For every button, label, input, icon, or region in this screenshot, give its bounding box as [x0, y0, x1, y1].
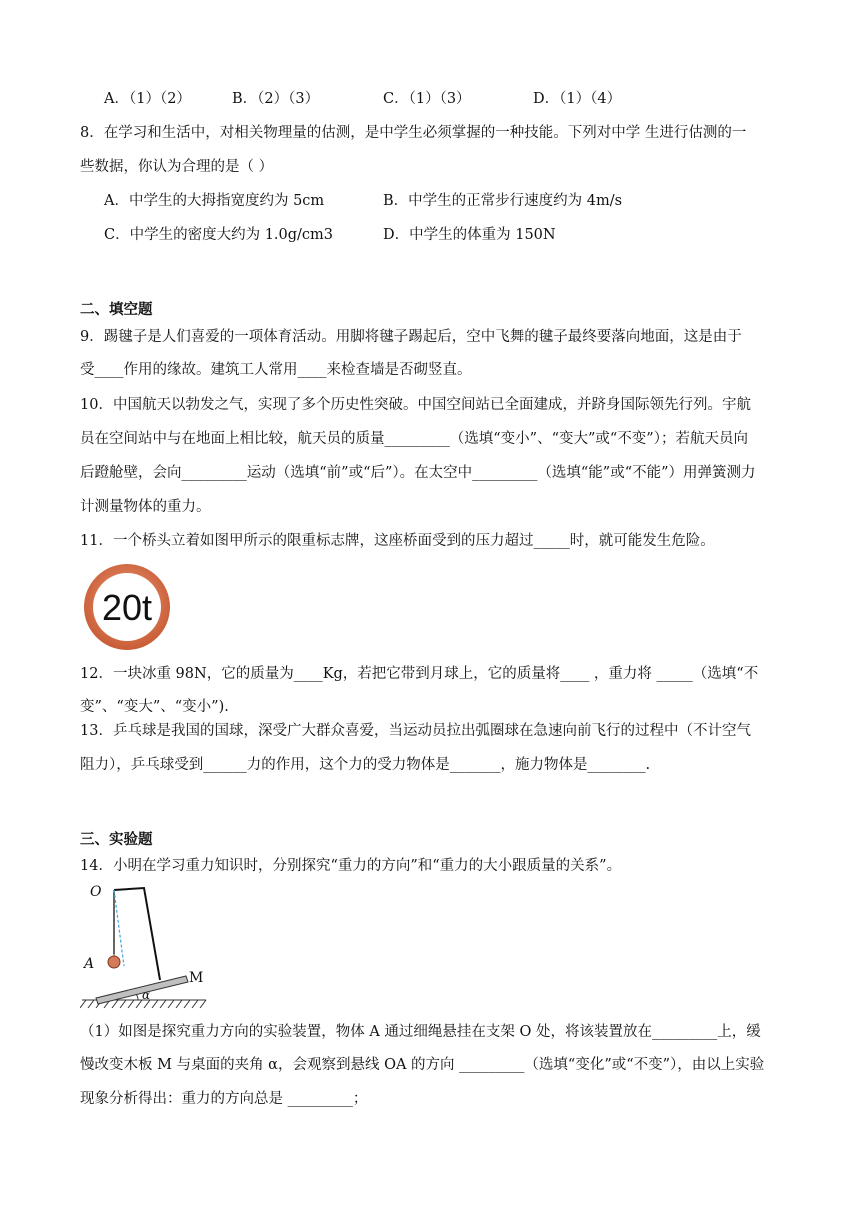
weight-limit-sign [82, 562, 172, 652]
q14-1-line2: 慢改变木板 M 与桌面的夹角 α，会观察到悬线 OA 的方向 _________（选填“变化”或“不变”），由以上实验 [80, 1057, 765, 1073]
q10-line2: 员在空间站中与在地面上相比较，航天员的质量_________（选填“变小”、“变大”或“不变”）；若航天员向 [80, 431, 748, 447]
gravity-direction-apparatus [80, 882, 210, 1010]
q8-stem-line1: 8．在学习和生活中，对相关物理量的估测，是中学生必须掌握的一种技能。下列对中学 生进行估测的一 [80, 125, 747, 141]
q14-stem: 14．小明在学习重力知识时，分别探究“重力的方向”和“重力的大小跟质量的关系”。 [80, 858, 622, 874]
q13-line2: 阻力），乒乓球受到______力的作用，这个力的受力物体是_______，施力物体是________. [80, 757, 651, 773]
dashed-reference-line [114, 890, 124, 966]
q8-option-a: A．中学生的大拇指宽度约为 5cm [104, 193, 325, 209]
q8-stem-line2: 些数据，你认为合理的是（ ） [80, 159, 274, 175]
label-m: M [189, 970, 204, 986]
q12-line1: 12．一块冰重 98N，它的质量为____Kg，若把它带到月球上，它的质量将____ ，重力将 _____（选填“不 [80, 666, 759, 682]
q7-option-a: A．（1）（2） [104, 91, 191, 107]
q10-line1: 10．中国航天以勃发之气，实现了多个历史性突破。中国空间站已全面建成，并跻身国际领先行列。宇航 [80, 397, 751, 413]
q14-1-line3: 现象分析得出：重力的方向总是 _________； [80, 1091, 368, 1107]
q8-option-b: B．中学生的正常步行速度约为 4m/s [383, 193, 623, 209]
q13-line1: 13．乒乓球是我国的国球，深受广大群众喜爱，当运动员拉出弧圈球在急速向前飞行的过程中（不计空气 [80, 723, 751, 739]
label-alpha: α [142, 988, 151, 1002]
q9-line2: 受____作用的缘故。建筑工人常用____来检查墙是否砌竖直。 [80, 362, 472, 378]
q9-line1: 9．踢毽子是人们喜爱的一项体育活动。用脚将毽子踢起后，空中飞舞的毽子最终要落向地面，这是由于 [80, 329, 742, 345]
q7-option-c: C．（1）（3） [383, 91, 471, 107]
q10-line3: 后蹬舱壁，会向_________运动（选填“前”或“后”）。在太空中_________（选填“能”或“不能”）用弹簧测力 [80, 465, 756, 481]
label-o: O [90, 884, 102, 900]
label-a: A [84, 956, 95, 972]
sign-text: 20t [101, 587, 153, 628]
q8-option-d: D．中学生的体重为 150N [383, 227, 556, 243]
section-heading-fill-blank: 二、填空题 [80, 302, 153, 318]
q7-option-b: B．（2）（3） [232, 91, 320, 107]
bracket-frame [114, 888, 160, 980]
q10-line4: 计测量物体的重力。 [80, 499, 211, 515]
q11-line: 11．一个桥头立着如图甲所示的限重标志牌，这座桥面受到的压力超过_____时，就可能发生危险。 [80, 533, 715, 549]
q8-option-c: C．中学生的密度大约为 1.0g/cm3 [104, 227, 334, 243]
weight-a [108, 956, 120, 968]
angle-arc [136, 994, 138, 1000]
q14-1-line1: （1）如图是探究重力方向的实验装置，物体 A 通过细绳悬挂在支架 O 处，将该装置放在_________上，缓 [80, 1024, 761, 1040]
section-heading-experiment: 三、实验题 [80, 832, 153, 848]
q7-option-d: D．（1）（4） [533, 91, 622, 107]
q12-line2: 变”、“变大”、“变小”). [80, 699, 229, 715]
